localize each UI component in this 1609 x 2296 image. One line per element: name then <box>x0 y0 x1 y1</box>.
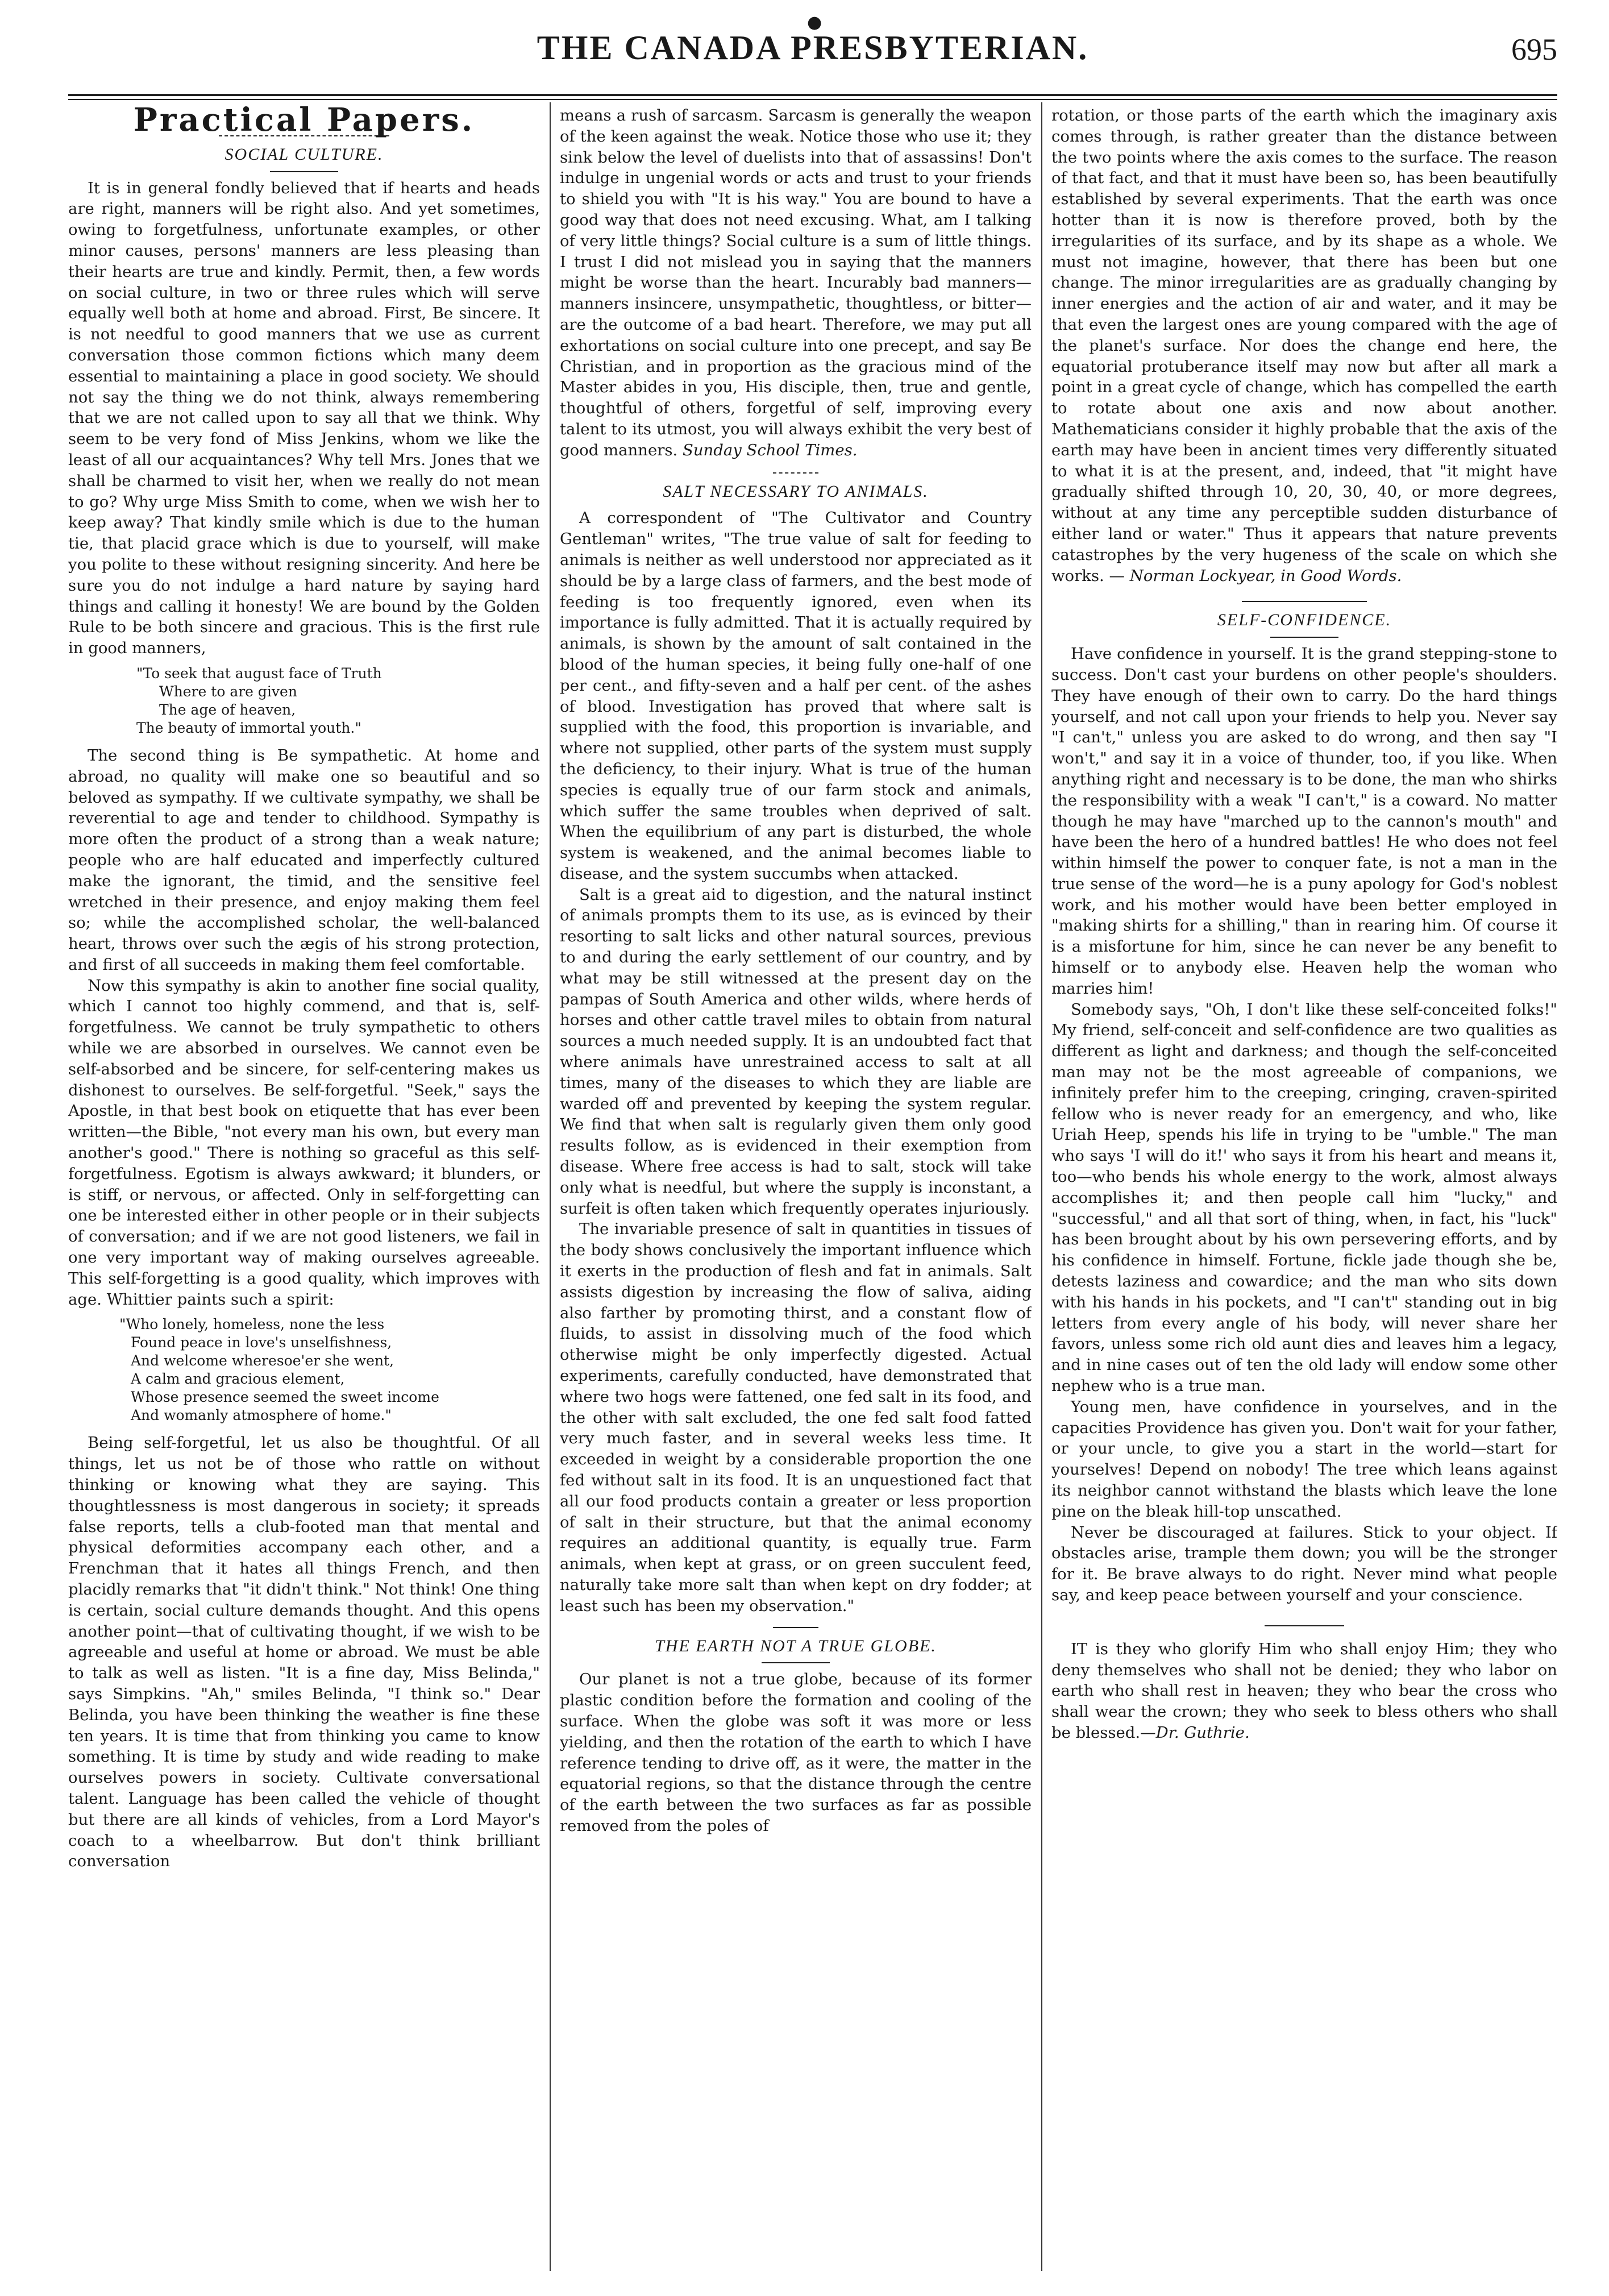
page-number: 695 <box>1511 32 1557 67</box>
article-paragraph: The invariable presence of salt in quantities in tissues of the body shows conclusively the important influence which it exerts in the production of flesh and fat in animals. Salt assists digestion by increasing the flow of saliva, aiding also farther by promoting thirst, and a constant flow of fluids, to assist in dissolving much of the food which otherwise might be only imperfectly digested. Actual experiments, carefully conducted, have demonstrated that where two hogs were fattened, one fed salt in its food, and the other with salt excluded, the one fed salt food fatted very much faster, and in several weeks less time. It exceeded in weight by a considerable proportion the one fed without salt in its food. It is an unquestioned fact that all our food products contain a greater or less proportion of salt in their structure, but that the animal economy requires an additional quantity, is equally true. Farm animals, when kept at grass, or on green succulent feed, naturally take more salt than when kept on dry fodder; at least such has been my observation." <box>560 1220 1032 1615</box>
article-heading-social-culture: SOCIAL CULTURE. <box>224 144 384 164</box>
article-paragraph: Young men, have confidence in yourselves, and in the capacities Providence has given you. Don't wait for your father, or your uncle, to give you a start in the world—start for yourselves! Depend on nobody! The tree which leans against its neighbor cannot withstand the blasts which leave the lone pine on the bleak hill-top unscathed. <box>1051 1397 1557 1521</box>
verse-line: A calm and gracious element, <box>131 1371 345 1388</box>
header-rule-bottom <box>68 99 1557 100</box>
article-credit: Dr. Guthrie. <box>1155 1723 1250 1742</box>
header-rule-top <box>68 94 1557 96</box>
article-paragraph: Our planet is not a true globe, because of its former plastic condition before the formation and cooling of the surface. When the globe was soft it was more or less yielding, and then the rotation of the earth to which I have reference tending to drive off, as it were, the matter in the equatorial regions, so that the distance through the centre of the earth between the two surfaces as far as possible removed from the poles of <box>560 1670 1032 1835</box>
closing-paragraph <box>1051 1639 1557 1743</box>
column-3 <box>1051 105 1557 2271</box>
newspaper-title: THE CANADA PRESBYTERIAN. <box>537 29 1089 67</box>
article-separator <box>1242 601 1367 602</box>
paragraph-text: IT is they who glorify Him who shall enjoy Him; they who deny themselves who shall not be denied; they who labor on earth who shall rest in heaven; they who bear the cross who shall wear the crown; they who seek to bless others who shall be blessed.— <box>1051 1639 1557 1742</box>
article-heading-self-confidence: SELF-CONFIDENCE. <box>1217 611 1392 630</box>
article-paragraph: rotation, or those parts of the earth which the imaginary axis comes through, is rather greater than the distance between the two points where the axis comes to the surface. The reason of that fact, and that it must have been so, has been beautifully established by several experiments. That the earth was once hotter than it is now is therefore proved, both by the irregularities of its surface, and by its shape as a whole. We must not imagine, however, that there has been but one change. The minor irregularities are as gradually changing by inner energies and the action of air and water, and it may be that even the largest ones are young compared with the age of the planet's surface. Nor does the change end here, the equatorial protuberance itself may now but after all mark a point in a great cycle of change, which has compelled the earth to rotate about one axis and now about another. Mathematicians consider it highly probable that the axis of the earth may have been in ancient times very differently situated to what it is at the present, and, indeed, that "it might have gradually shifted through 10, 20, 30, 40, or more degrees, without at any time any perceptible sudden disturbance of either land or water." Thus it appears that nature prevents catastrophes by the very hugeness of the scale on which she works. — Norman Lockyear, in Good Words. <box>1051 106 1557 585</box>
article-heading-salt: SALT NECESSARY TO ANIMALS. <box>663 481 929 501</box>
article-paragraph: A correspondent of "The Cultivator and Country Gentleman" writes, "The true value of salt for feeding to animals is neither as well understood nor appreciated as it should be by a large class of farmers, and the best mode of feeding is too frequently ignored, even when its importance is fully admitted. That it is actually required by animals, is shown by the amount of salt contained in the blood of the human species, it being fully one-half of one per cent., and fifty-seven and a half per cent. of the ashes of blood. Investigation has proved that where salt is supplied with the food, this proportion is invariable, and where not supplied, other parts of the system must supply the deficiency, to their injury. What is true of the human species is equally true of our farm stock and animals, which suffer the same troubles when deprived of salt. When the equilibrium of any part is disturbed, the whole system is weakened, and the animal becomes liable to disease, and the system succumbs when attacked. <box>560 509 1032 883</box>
article-credit: Sunday School Times. <box>682 441 858 459</box>
article-separator <box>773 472 818 474</box>
article-heading-earth: THE EARTH NOT A TRUE GLOBE. <box>655 1636 937 1655</box>
heading-rule <box>762 1662 830 1663</box>
article-paragraph: Have confidence in yourself. It is the grand stepping-stone to success. Don't cast your burdens on other people's shoulders. They have enough of their own to carry. Do the hard things yourself, and not call upon your friends to help you. Never say "I can't," unless you are asked to do wrong, and then say "I won't," and say it in a voice of thunder, too, if you like. When anything right and necessary is to be done, the man who shirks the responsibility with a weak "I can't," is a coward. No matter though he may have "marched up to the cannon's mouth" and have been the hero of a hundred battles! He who does not feel within himself the power to conquer fate, is not a man in the true sense of the word—he is a puny apology for God's noblest work, and his mother would have been better employed in "making shirts for a shilling," than in rearing him. Of course it is a misfortune for him, since he can never be any benefit to himself or to anybody else. Heaven help the woman who marries him! <box>1051 645 1557 998</box>
ornament-dot: ● <box>807 13 822 32</box>
verse-line: Whose presence seemed the sweet income <box>131 1389 439 1406</box>
heading-rule <box>270 171 338 172</box>
article-paragraph <box>560 105 1032 461</box>
article-paragraph: Never be discouraged at failures. Stick to your object. If obstacles arise, trample them down; you will be the stronger for it. Be brave always to do right. Never mind what people say, and keep peace between yourself and your conscience. <box>1051 1523 1557 1604</box>
article-paragraph: Now this sympathy is akin to another fine social quality, which I cannot too highly commend, and that is, self-forgetfulness. We cannot be truly sympathetic to others while we are absorbed in ourselves. We cannot even be self-absorbed and be sincere, for self-centering makes us dishonest to ourselves. Be self-forgetful. "Seek," says the Apostle, in that best book on etiquette that has ever been written—the Bible, "not every man his own, but every man another's good." There is nothing so graceful as this self-forgetfulness. Egotism is always awkward; it blunders, or is stiff, or nervous, or affected. Only in self-forgetting can one be interested either in other people or in their subjects of conversation; and if we are not good listeners, we fail in one very important way of making ourselves agreeable. This self-forgetting is a good quality, which improves with age. Whittier paints such a spirit: <box>68 976 540 1309</box>
column-2 <box>560 105 1032 2271</box>
article-separator <box>773 1627 818 1628</box>
section-banner: Practical Papers. <box>133 105 475 139</box>
heading-rule <box>1270 637 1338 638</box>
verse-line: Found peace in love's unselfishness, <box>131 1334 392 1351</box>
article-paragraph: Somebody says, "Oh, I don't like these self-conceited folks!" My friend, self-conceit and self-confidence are two qualities as different as light and darkness; and though the self-conceited man may not be the most agreeable of companions, we infinitely prefer him to the creeping, cringing, craven-spirited fellow who is never ready for an emergency, and who, like Uriah Heep, spends his life in trying to be "umble." The man who says 'I will do it!' who says it from his heart and means it, too—who bends his whole energy to the work, almost always accomplishes it; and then people call him "lucky," and "successful," and all that sort of thing, when, in fact, his "luck" has been brought about by his own persevering efforts, and by his confidence in himself. Fortune, fickle jade though she be, detests laziness and cowardice; and the man who sits down with his hands in his pockets, and "I can't" standing out in big letters from every angle of his body, will never share her favors, unless some rich old aunt dies and leaves him a legacy, and in nine cases out of ten the old lady will endow some other nephew who is a true man. <box>1051 1000 1557 1396</box>
verse-quote <box>136 665 540 737</box>
article-separator <box>1265 1625 1344 1626</box>
article-paragraph: Being self-forgetful, let us also be thoughtful. Of all things, let us not be of those who rattle on without thinking or knowing what they are saying. This thoughtlessness is most dangerous in society; it spreads false reports, tells a club-footed man that mental and physical deformities accompany each other, and a Frenchman that it hates all things French, and then placidly remarks that "it didn't think." Not think! One thing is certain, social culture demands thought. And this opens another point—that of cultivating thought, if we wish to be agreeable and useful at home or abroad. We must be able to talk as well as listen. "It is a fine day, Miss Belinda," says Simpkins. "Ah," smiles Belinda, "I think so." Dear Belinda, you have been thinking the weather is fine these ten years. It is time that from thinking you came to know something. It is time by study and wide reading to make ourselves powers in society. Cultivate conversational talent. Language has been called the vehicle of thought but there are all kinds of vehicles, from a Lord Mayor's coach to a wheelbarrow. But don't think brilliant conversation <box>68 1434 540 1871</box>
verse-line: "Who lonely, homeless, none the less <box>119 1316 385 1333</box>
verse-quote <box>119 1315 540 1425</box>
column-divider-2 <box>1041 102 1042 2271</box>
article-paragraph: Salt is a great aid to digestion, and the natural instinct of animals prompts them to its use, as is evinced by their resorting to salt licks and other natural sources, previous to and during the early settlement of our country, and by what may be still witnessed at the present day on the pampas of South America and other wilds, where herds of horses and other cattle travel miles to obtain from natural sources a much needed supply. It is an undoubted fact that where animals have unrestrained access to salt at all times, many of the diseases to which they are liable are warded off and prevented by keeping the system regular. We find that when salt is regularly given them only good results follow, as is evidenced in their exemption from disease. Where free access is had to salt, stock will take only what is needful, but where the supply is inconstant, a surfeit is often taken which frequently operates injuriously. <box>560 885 1032 1218</box>
paragraph-text: means a rush of sarcasm. Sarcasm is generally the weapon of the keen against the weak. Notice those who use it; they sink below the level of duelists into that of assassins! Don't indulge in ungenial words or acts and trust to your friends to shield you with "It is his way." You are bound to have a good way that does not need excusing. What, am I talking of very little things? Social culture is a sum of little things. I trust I did not mislead you in saying that the manners might be worse than the heart. Incurably bad manners—manners insincere, unsympathetic, thoughtless, or bitter—are the outcome of a bad heart. Therefore, we may put all exhortations on social culture into one precept, and say Be Christian, and in proportion as the gracious mind of the Master abides in you, His disciple, then, true and gentle, thoughtful of others, forgetful of self, improving every talent to its utmost, you will always exhibit the very best of good manners. <box>560 106 1032 459</box>
verse-line: And welcome wheresoe'er she went, <box>131 1352 394 1369</box>
verse-line: And womanly atmosphere of home." <box>131 1407 392 1424</box>
verse-line: Where to are given <box>159 683 297 700</box>
column-1 <box>68 105 540 2271</box>
verse-line: "To seek that august face of Truth <box>136 665 382 682</box>
masthead <box>68 13 1557 91</box>
verse-line: The age of heaven, <box>159 701 296 718</box>
paragraph-text: rotation, or those parts of the earth which the imaginary axis comes through, is rather greater than the distance between the two points where the axis comes to the surface. The reason of that fact, and that it must have been so, has been beautifully established by several experiments. That the earth was once hotter than it is now is therefore proved, both by the irregularities of its surface, and by its shape as a whole. We must not imagine, however, that there has been but one change. The minor irregularities are as gradually changing by inner energies and the action of air and water, and it may be that even the largest ones are young compared with the age of the planet's surface. Nor does the change end here, the equatorial protuberance itself may now but after all mark a point in a great cycle of change, which has compelled the earth to rotate about one axis and now about another. Mathematicians consider it highly probable that the axis of the earth may have been in ancient times very differently situated to what it is at the present, and, indeed, that "it might have gradually shifted through 10, 20, 30, 40, or more degrees, without at any time any perceptible sudden disturbance of either land or water." Thus it appears that nature prevents catastrophes by the very hugeness of the scale on which she works. <box>1051 106 1557 585</box>
article-paragraph: It is in general fondly believed that if hearts and heads are right, manners will be right also. And yet sometimes, owing to forgetfulness, unfortunate examples, or other minor causes, persons' manners are less pleasing than their hearts are true and kindly. Permit, then, a few words on social culture, in two or three rules which will serve equally well both at home and abroad. First, Be sincere. It is not needful to good manners that we use as current conversation those common fictions which many deem essential to maintaining a place in good society. We should not say the thing we do not think, always remembering that we are not called upon to say all that we think. Why seem to be very fond of Miss Jenkins, whom we like the least of all our acquaintances? Why tell Mrs. Jones that we shall be charmed to visit her, when we really do not mean to go? Why urge Miss Smith to come, when we wish her to keep away? That kindly smile which is due to the human tie, that placid grace which is due to yourself, will make you polite to these without resigning sincerity. And here be sure you do not indulge a hard nature by saying hard things and calling it honesty! We are bound by the Golden Rule to be both sincere and gracious. This is the first rule in good manners, <box>68 178 540 658</box>
article-credit: Norman Lockyear, in Good Words. <box>1129 566 1402 585</box>
column-divider-1 <box>550 102 551 2271</box>
verse-line: The beauty of immortal youth." <box>136 719 361 736</box>
article-paragraph: The second thing is Be sympathetic. At home and abroad, no quality will make one so beautiful and so beloved as sympathy. If we cultivate sympathy, we shall be reverential to age and tender to childhood. Sympathy is more often the product of a strong than a weak nature; people who are half educated and imperfectly cultured make the ignorant, the timid, and the sensitive feel wretched in their presence, and enjoy making them feel so; while the accomplished scholar, the well-balanced heart, throws over such the ægis of his strong protection, and first of all succeeds in making them feel comfortable. <box>68 746 540 974</box>
